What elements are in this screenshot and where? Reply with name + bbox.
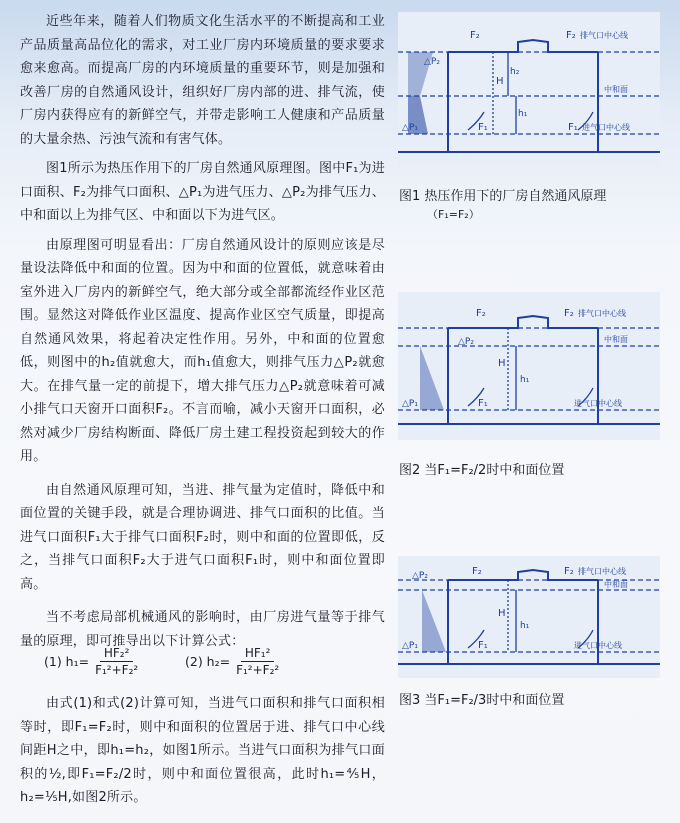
fig2-dp2-label: △P₂ [458,337,474,347]
fig1-f1-right: F₁ [568,122,578,133]
fig1-f2-right: F₂ [566,30,576,41]
fig3-f2-left: F₂ [472,566,482,577]
fig3-f1-left: F₁ [478,640,488,651]
fig3-neutral-label: 中和面 [604,580,628,589]
fig1-h-label: H [496,76,504,87]
formula-h1-numerator: HF₂² [100,646,134,662]
formula-h1 [44,646,138,677]
fig2-f2-left: F₂ [476,308,486,319]
figure-3-diagram [398,556,660,678]
figure-3-svg [398,556,660,678]
figure-2-svg [398,292,660,440]
fig1-intake-line-label: 进气口中心线 [582,123,630,132]
fig2-h1-label: h₁ [520,375,530,385]
fig2-f2-right: F₂ [564,308,574,319]
formula-h2-denominator: F₁²+F₂² [236,663,280,677]
fig1-h2-label: h₂ [510,67,520,77]
fig1-dp2-label: △P₂ [424,57,440,67]
fig2-exhaust-line-label: 排气口中心线 [578,309,626,318]
formula-h2-fraction [236,646,279,677]
fig1-exhaust-line-label: 排气口中心线 [580,31,628,40]
fig3-h1-label: h₁ [520,621,530,631]
fig3-h-label: H [498,608,506,619]
fig3-dp2-label: △P₂ [412,571,428,581]
fig3-exhaust-line-label: 排气口中心线 [578,567,626,576]
article-conclusion [20,692,385,810]
figure-1-diagram [398,12,660,167]
article-body [20,10,385,653]
figure-2-diagram [398,292,660,440]
fig3-intake-line-label: 进气口中心线 [574,641,622,650]
paragraph-principle: 由原理图可明显看出：厂房自然通风设计的原则应该是尽量设法降低中和面的位置。因为中和面的位置低，就意味着由室外进入厂房内的新鲜空气，绝大部分或全部都流经作业区范围。显然这对降低作业区温度、提高作业区空气质量，即提高自然通风效果，将起着决定性作用。另外，中和面的位置愈低，则图中的h₂值就愈大，而h₁值愈大，则排气压力△P₂就愈大。在排气量一定的前提下，增大排气压力△P₂就意味着可减小排气口天窗开口面积F₂。不言而喻，减小天窗开口面积，必然对减少厂房结构断面、降低厂房土建工程投资起到较大的作用。 [20,237,385,464]
fig3-f2-right: F₂ [564,566,574,577]
fig2-h-label: H [498,358,506,369]
formula-h1-fraction [95,646,138,677]
fig2-neutral-label: 中和面 [604,335,628,344]
figure-1-svg [398,12,660,167]
formula-h1-label: (1) h₁= [44,654,90,669]
fig1-h1-label: h₁ [518,109,528,119]
fig2-dp1-label: △P₁ [402,399,418,409]
fig2-f1-left: F₁ [478,398,488,409]
fig1-dp1-label: △P₁ [402,123,418,133]
paragraph-formula-intro: 当不考虑局部机械通风的影响时，由厂房进气量等于排气量的原理，即可推导出以下计算公式： [20,610,385,649]
figure-2-caption: 图2 当F₁=F₂/2时中和面位置 [399,463,565,478]
paragraph-conclusion: 由式(1)和式(2)计算可知，当进气口面积和排气口面积相等时，即F₁=F₂时，则中和面积的位置居于进、排气口中心线间距H之中，即h₁=h₂，如图1所示。当进气口面积为排气口面积的½,即F₁=F₂/2时，则中和面位置很高，此时h₁=⅘H，h₂=⅕H,如图2所示。 [20,696,385,805]
paragraph-intro: 近些年来，随着人们物质文化生活水平的不断提高和工业产品质量高品位化的需求，对工业厂房内环境质量的要求要求愈来愈高。而提高厂房的内环境质量的重要环节，则是加强和改善厂房的自然通风设计，组织好厂房内部的进、排气流，使厂房内获得应有的新鲜空气，并带走影响工人健康和产品质量的大量余热、污浊气流和有害气体。 [20,14,385,147]
formula-h2 [185,646,279,677]
fig2-intake-line-label: 进气口中心线 [574,399,622,408]
figure-1-caption-sub: （F₁=F₂） [427,208,480,221]
figure-3-caption: 图3 当F₁=F₂/3时中和面位置 [399,693,565,708]
fig1-neutral-label: 中和面 [604,85,628,94]
formula-h2-label: (2) h₂= [185,654,231,669]
figure-1-caption [399,188,606,224]
paragraph-ratio: 由自然通风原理可知，当进、排气量为定值时，降低中和面位置的关键手段，就是合理协调进、排气口面积的比值。当进气口面积F₁大于排气口面积F₂时，则中和面的位置即低，反之，当排气口面积F₂大于进气口面积F₁时，则中和面位置即高。 [20,482,385,592]
fig1-f1-left: F₁ [478,122,488,133]
formula-h2-numerator: HF₁² [241,646,275,662]
figure-1-caption-title: 图1 热压作用下的厂房自然通风原理 [399,189,607,204]
paragraph-fig1-desc: 图1所示为热压作用下的厂房自然通风原理图。图中F₁为进口面积、F₂为排气口面积、△P₁为进气压力、△P₂为排气压力、中和面以上为排气区、中和面以下为进气区。 [20,161,385,223]
fig1-f2-left: F₂ [470,30,480,41]
formula-h1-denominator: F₁²+F₂² [95,663,139,677]
fig3-dp1-label: △P₁ [402,641,418,651]
